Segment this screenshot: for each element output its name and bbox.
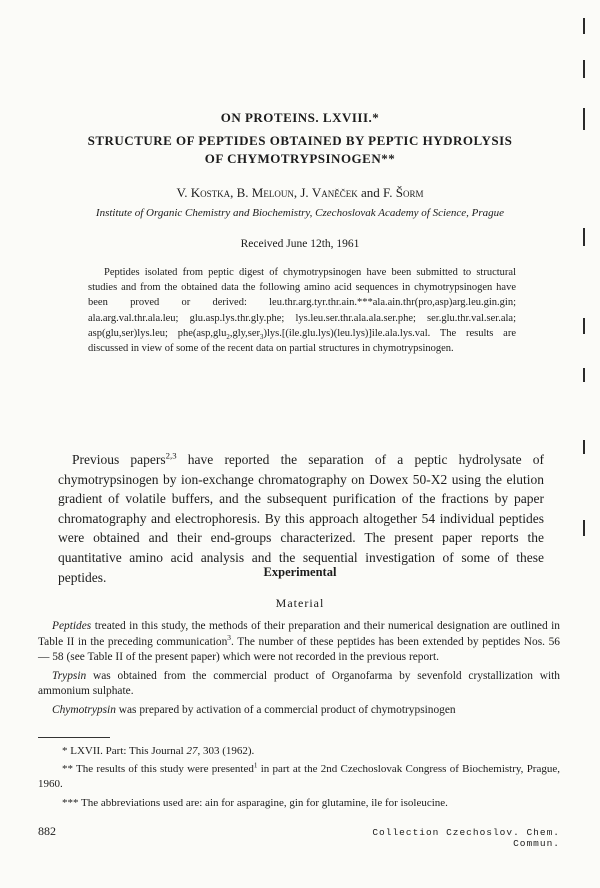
author-separator: , B. bbox=[230, 185, 252, 200]
abstract bbox=[88, 265, 516, 356]
section-heading-experimental: Experimental bbox=[263, 565, 337, 579]
body-text: was obtained from the commercial product of Organofarma by sevenfold crystallization with ammonium sulphate. bbox=[38, 669, 560, 698]
body-paragraph bbox=[38, 703, 560, 719]
footnote-text: , 303 (1962). bbox=[197, 745, 255, 757]
margin-mark bbox=[583, 520, 585, 536]
body-text: treated in this study, the methods of their preparation and their numerical designation are outlined in Table II in the preceding communication bbox=[38, 620, 560, 648]
received-date: Received June 12th, 1961 bbox=[240, 238, 360, 250]
paper-series-title: ON PROTEINS. LXVIII.* bbox=[220, 110, 380, 125]
author-name: Kostka bbox=[190, 185, 231, 200]
footnote: *** The abbreviations used are: ain for asparagine, gin for glutamine, ile for isoleucine. bbox=[62, 797, 448, 809]
abstract-text: Peptides isolated from peptic digest of chymotrypsinogen have been submitted to structural studies and from the obtained data the following amino acid sequences in chymotrypsinogen have been proved or derived: leu.thr.arg.tyr.thr.ain.***ala.ain.thr(pro,asp)arg.leu.gin.gin; ala.arg.val.thr.ala.leu; glu.asp.lys.thr.gly.phe; lys.leu.ser.thr.ala.ala.ser.phe; ser.glu.thr.val.ser.ala; asp(glu,ser)lys.leu; phe(asp,glu bbox=[88, 267, 516, 339]
author-initial: V. bbox=[176, 185, 191, 200]
page-number: 882 bbox=[38, 824, 56, 838]
paragraph-lead: Chymotrypsin bbox=[52, 703, 116, 716]
journal-name: Collection Czechoslov. Chem. Commun. bbox=[372, 827, 560, 849]
author-name: Šorm bbox=[395, 185, 424, 200]
abstract-paragraph bbox=[88, 265, 516, 356]
margin-mark bbox=[583, 318, 585, 334]
margin-mark bbox=[583, 440, 585, 454]
abstract-text: )lys.[(ile.glu.lys)(leu.lys)]ile.ala.lys.val. The results are discussed in view of some of the recent data on partial structures in chymotrypsinogen. bbox=[88, 327, 516, 355]
margin-mark bbox=[583, 368, 585, 382]
footnote-text: in part at the 2nd Czechoslovak Congress of Biochemistry, Prague, 1960. bbox=[38, 763, 560, 790]
footnote-volume: 27 bbox=[186, 745, 198, 757]
affiliation: Institute of Organic Chemistry and Biochemistry, Czechoslovak Academy of Science, Prague bbox=[95, 207, 505, 219]
intro-text: have reported the separation of a peptic hydrolysate of chymotrypsinogen by ion-exchange chromatography on Dowex 50-X2 using the elution gradient of volatile buffers, and the subsequent purification of the fractions by paper chromatography and electrophoresis. By this approach altogether 54 individual peptides were obtained and their end-groups characterized. The present paper reports the quantitative amino acid analysis and the sequential investigation of some of these peptides. bbox=[58, 452, 544, 585]
paragraph-lead: Trypsin bbox=[52, 669, 87, 682]
author-list bbox=[0, 185, 600, 201]
paper-title bbox=[0, 132, 600, 168]
body-paragraph bbox=[38, 669, 560, 700]
author-separator: and F. bbox=[357, 185, 396, 200]
reference-marker: 2,3 bbox=[165, 450, 177, 461]
reference-marker: 1 bbox=[253, 761, 258, 770]
footnote bbox=[38, 744, 560, 759]
body-paragraph bbox=[38, 619, 560, 666]
body-text: was prepared by activation of a commercial product of chymotrypsinogen bbox=[115, 703, 456, 716]
paragraph-lead: Peptides bbox=[52, 620, 92, 632]
footnote-text: ** The results of this study were presented bbox=[62, 763, 254, 775]
footnote-rule bbox=[38, 737, 110, 738]
footnote-text: * LXVII. Part: This Journal bbox=[62, 745, 187, 757]
author-name: Vaněček bbox=[311, 185, 358, 200]
subscript: 3 bbox=[260, 333, 264, 341]
footnote bbox=[38, 762, 560, 792]
body-text: . The number of these peptides has been extended by peptides Nos. 56 — 58 (see Table II of the present paper) which were not recorded in the previous report. bbox=[38, 635, 560, 664]
material-section bbox=[38, 619, 560, 721]
margin-mark bbox=[583, 18, 585, 34]
intro-text: Previous papers bbox=[72, 452, 166, 467]
author-name: Meloun bbox=[251, 185, 294, 200]
margin-mark bbox=[583, 60, 585, 78]
author-separator: , J. bbox=[293, 185, 312, 200]
reference-marker: 3 bbox=[227, 632, 231, 642]
paper-title-line-2: OF CHYMOTRYPSINOGEN** bbox=[204, 151, 396, 166]
subscript: 2 bbox=[226, 333, 230, 341]
paper-title-line-1: STRUCTURE OF PEPTIDES OBTAINED BY PEPTIC HYDROLYSIS bbox=[87, 133, 513, 148]
subsection-heading-material: Material bbox=[275, 596, 325, 610]
abstract-text: ,gly,ser bbox=[229, 327, 261, 339]
